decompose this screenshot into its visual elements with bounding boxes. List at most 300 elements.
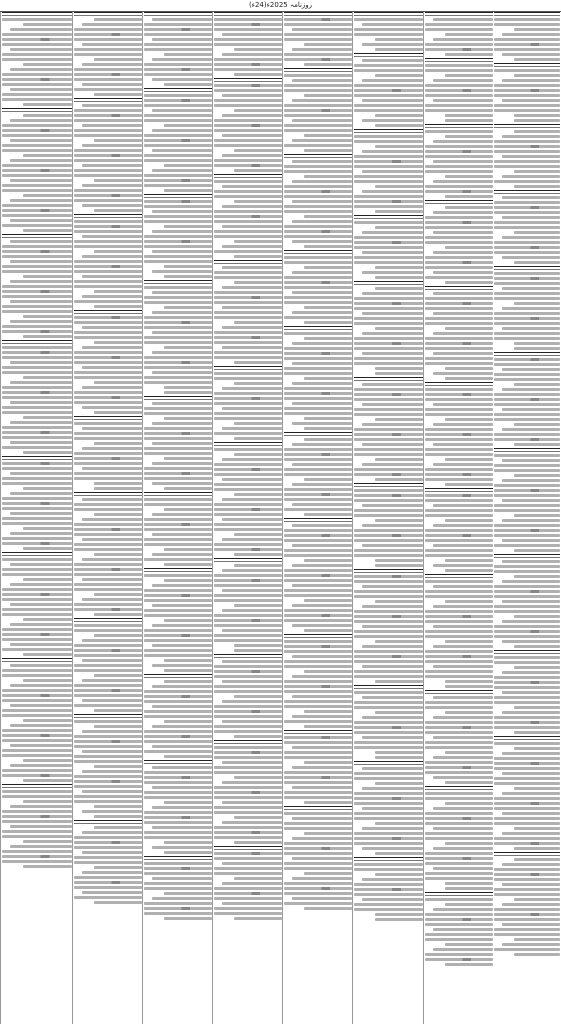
text-line xyxy=(164,417,212,420)
text-line xyxy=(425,130,493,133)
text-line xyxy=(144,907,212,910)
text-line xyxy=(144,361,212,364)
text-line xyxy=(2,754,72,757)
text-line xyxy=(10,361,72,364)
text-line xyxy=(284,453,352,456)
text-line xyxy=(74,775,142,778)
text-line xyxy=(2,608,72,611)
text-line xyxy=(214,639,282,642)
text-line xyxy=(144,205,212,208)
text-line xyxy=(284,448,352,451)
article-block xyxy=(74,416,142,490)
text-line xyxy=(164,801,212,804)
text-line xyxy=(214,89,282,92)
text-line xyxy=(494,878,560,881)
text-line xyxy=(284,124,352,127)
article-block xyxy=(494,12,560,61)
text-line xyxy=(222,114,282,117)
text-line xyxy=(82,750,142,753)
text-line xyxy=(284,332,352,335)
text-line xyxy=(144,28,212,31)
text-line xyxy=(94,305,142,308)
article-block xyxy=(425,200,493,284)
text-line xyxy=(2,648,72,651)
text-line xyxy=(375,519,423,522)
text-line xyxy=(144,452,212,455)
text-line xyxy=(152,291,212,294)
text-line xyxy=(502,79,560,82)
text-line xyxy=(292,544,352,547)
text-line xyxy=(362,292,423,295)
text-line xyxy=(425,478,493,481)
text-line xyxy=(10,199,72,202)
text-line xyxy=(144,750,212,753)
text-line xyxy=(214,144,282,147)
text-line xyxy=(354,615,423,618)
article-headline xyxy=(144,280,212,284)
text-line xyxy=(234,649,282,652)
text-line xyxy=(494,630,560,633)
text-line xyxy=(502,459,560,462)
text-line xyxy=(494,226,560,229)
text-line xyxy=(494,676,560,679)
text-line xyxy=(23,653,72,656)
text-line xyxy=(144,735,212,738)
text-line xyxy=(74,477,142,480)
text-line xyxy=(284,534,352,537)
article-block xyxy=(494,63,560,122)
text-line xyxy=(144,68,212,71)
article-headline xyxy=(2,784,72,788)
column-c1 xyxy=(493,12,561,1024)
text-line xyxy=(425,675,493,678)
article-block xyxy=(284,68,352,152)
text-line xyxy=(2,467,72,470)
text-line xyxy=(214,84,282,87)
text-line xyxy=(354,489,423,492)
text-line xyxy=(144,119,212,122)
text-line xyxy=(284,660,352,663)
text-line xyxy=(292,837,352,840)
text-line xyxy=(354,18,423,21)
column-c3 xyxy=(352,12,424,1024)
text-line xyxy=(23,618,72,621)
text-line xyxy=(2,305,72,308)
text-line xyxy=(82,144,142,147)
text-line xyxy=(494,797,560,800)
article-block xyxy=(74,214,142,308)
article-headline xyxy=(74,310,142,314)
text-line xyxy=(433,948,493,951)
text-line xyxy=(214,432,282,435)
text-line xyxy=(2,356,72,359)
text-line xyxy=(292,200,352,203)
text-line xyxy=(144,558,212,561)
text-line xyxy=(425,266,493,269)
text-line xyxy=(74,568,142,571)
text-line xyxy=(214,897,282,900)
text-line xyxy=(494,595,560,598)
text-line xyxy=(354,433,423,436)
text-line xyxy=(445,33,493,36)
text-line xyxy=(292,715,352,718)
text-line xyxy=(234,877,282,880)
text-line xyxy=(82,346,142,349)
text-line xyxy=(354,590,423,593)
text-line xyxy=(152,58,212,61)
text-line xyxy=(362,716,423,719)
text-line xyxy=(144,836,212,839)
text-line xyxy=(2,53,72,56)
article-headline xyxy=(425,124,493,128)
text-line xyxy=(214,872,282,875)
text-line xyxy=(502,943,560,946)
article-block xyxy=(425,488,493,572)
text-line xyxy=(433,443,493,446)
text-line xyxy=(494,337,560,340)
text-line xyxy=(164,189,212,192)
text-line xyxy=(502,368,560,371)
text-line xyxy=(234,695,282,698)
text-line xyxy=(23,335,72,338)
text-line xyxy=(284,862,352,865)
text-line xyxy=(94,341,142,344)
text-line xyxy=(144,407,212,410)
text-line xyxy=(445,680,493,683)
text-line xyxy=(433,372,493,375)
text-line xyxy=(494,802,560,805)
text-line xyxy=(514,706,560,709)
text-line xyxy=(354,322,423,325)
text-line xyxy=(375,852,423,855)
text-line xyxy=(2,270,72,273)
text-line xyxy=(425,322,493,325)
text-line xyxy=(2,386,72,389)
text-line xyxy=(144,43,212,46)
text-line xyxy=(74,169,142,172)
text-line xyxy=(74,240,142,243)
text-line xyxy=(354,84,423,87)
text-line xyxy=(425,302,493,305)
text-line xyxy=(222,326,282,329)
text-line xyxy=(2,396,72,399)
text-line xyxy=(494,534,560,537)
article-block xyxy=(354,857,423,921)
text-line xyxy=(152,604,212,607)
text-line xyxy=(82,447,142,450)
text-line xyxy=(222,387,282,390)
text-line xyxy=(94,674,142,677)
text-line xyxy=(152,149,212,152)
text-line xyxy=(222,660,282,663)
text-line xyxy=(144,73,212,76)
text-line xyxy=(2,855,72,858)
text-line xyxy=(284,867,352,870)
article-headline xyxy=(425,574,493,578)
text-line xyxy=(2,310,72,313)
text-line xyxy=(152,533,212,536)
text-line xyxy=(23,719,72,722)
text-line xyxy=(164,83,212,86)
text-line xyxy=(284,392,352,395)
text-line xyxy=(222,680,282,683)
text-line xyxy=(74,573,142,576)
text-line xyxy=(514,28,560,31)
text-line xyxy=(2,714,72,717)
text-line xyxy=(284,882,352,885)
text-line xyxy=(74,896,142,899)
text-line xyxy=(284,705,352,708)
text-line xyxy=(354,908,423,911)
article-headline xyxy=(494,124,560,128)
text-line xyxy=(2,820,72,823)
text-line xyxy=(164,457,212,460)
text-line xyxy=(94,18,142,21)
text-line xyxy=(354,109,423,112)
text-line xyxy=(2,144,72,147)
text-line xyxy=(292,463,352,466)
article-headline xyxy=(354,377,423,381)
text-line xyxy=(2,689,72,692)
text-line xyxy=(433,827,493,830)
text-line xyxy=(354,302,423,305)
text-line xyxy=(2,446,72,449)
text-line xyxy=(362,767,423,770)
text-line xyxy=(82,790,142,793)
text-line xyxy=(284,488,352,491)
text-line xyxy=(144,437,212,440)
article-block xyxy=(354,569,423,683)
article-headline xyxy=(214,174,282,178)
text-line xyxy=(2,129,72,132)
article-headline xyxy=(494,650,560,654)
text-line xyxy=(494,822,560,825)
text-line xyxy=(144,690,212,693)
text-line xyxy=(502,539,560,542)
text-line xyxy=(94,93,142,96)
text-line xyxy=(10,764,72,767)
text-line xyxy=(284,261,352,264)
text-line xyxy=(494,89,560,92)
text-line xyxy=(445,559,493,562)
text-line xyxy=(164,265,212,268)
text-line xyxy=(144,104,212,107)
text-line xyxy=(82,770,142,773)
text-line xyxy=(514,474,560,477)
text-line xyxy=(2,694,72,697)
text-line xyxy=(445,519,493,522)
text-line xyxy=(23,679,72,682)
text-line xyxy=(284,791,352,794)
text-line xyxy=(222,134,282,137)
text-line xyxy=(214,38,282,41)
text-line xyxy=(494,625,560,628)
text-line xyxy=(433,180,493,183)
text-line xyxy=(494,686,560,689)
text-line xyxy=(354,69,423,72)
text-line xyxy=(214,164,282,167)
text-line xyxy=(425,615,493,618)
text-line xyxy=(2,18,72,21)
text-line xyxy=(10,28,72,31)
text-line xyxy=(10,532,72,535)
text-line xyxy=(2,371,72,374)
text-line xyxy=(284,210,352,213)
text-line xyxy=(354,792,423,795)
article-headline xyxy=(214,366,282,370)
text-line xyxy=(234,493,282,496)
text-line xyxy=(494,610,560,613)
text-line xyxy=(494,928,560,931)
text-line xyxy=(2,517,72,520)
text-line xyxy=(214,599,282,602)
text-line xyxy=(494,43,560,46)
text-line xyxy=(362,787,423,790)
text-line xyxy=(354,357,423,360)
text-line xyxy=(304,94,352,97)
text-line xyxy=(354,620,423,623)
text-line xyxy=(152,331,212,334)
text-line xyxy=(292,28,352,31)
text-line xyxy=(514,302,560,305)
text-line xyxy=(23,547,72,550)
text-line xyxy=(354,675,423,678)
text-line xyxy=(362,463,423,466)
text-line xyxy=(234,437,282,440)
text-line xyxy=(144,498,212,501)
text-line xyxy=(425,877,493,880)
text-line xyxy=(494,438,560,441)
text-line xyxy=(222,569,282,572)
text-line xyxy=(494,322,560,325)
text-line xyxy=(494,150,560,153)
text-line xyxy=(354,135,423,138)
text-line xyxy=(2,124,72,127)
text-line xyxy=(234,564,282,567)
text-line xyxy=(284,690,352,693)
text-line xyxy=(375,185,423,188)
article-headline xyxy=(494,352,560,356)
article-headline xyxy=(494,12,560,16)
text-line xyxy=(494,48,560,51)
text-line xyxy=(2,209,72,212)
text-line xyxy=(214,129,282,132)
text-line xyxy=(144,518,212,521)
text-line xyxy=(234,917,282,920)
text-line xyxy=(502,327,560,330)
text-line xyxy=(74,735,142,738)
article-headline xyxy=(354,761,423,765)
text-line xyxy=(502,863,560,866)
text-line xyxy=(23,275,72,278)
text-line xyxy=(362,878,423,881)
text-line xyxy=(494,277,560,280)
article-block xyxy=(2,658,72,782)
text-line xyxy=(82,871,142,874)
text-line xyxy=(425,529,493,532)
text-line xyxy=(514,953,560,956)
text-line xyxy=(222,427,282,430)
text-line xyxy=(74,684,142,687)
text-line xyxy=(214,159,282,162)
text-line xyxy=(94,553,142,556)
text-line xyxy=(433,18,493,21)
text-line xyxy=(304,725,352,728)
text-line xyxy=(354,772,423,775)
text-line xyxy=(82,518,142,521)
text-line xyxy=(214,887,282,890)
text-line xyxy=(74,391,142,394)
text-line xyxy=(284,554,352,557)
text-line xyxy=(2,174,72,177)
text-line xyxy=(494,403,560,406)
text-line xyxy=(425,595,493,598)
text-line xyxy=(445,903,493,906)
text-line xyxy=(144,715,212,718)
text-line xyxy=(304,417,352,420)
text-line xyxy=(284,700,352,703)
text-line xyxy=(354,701,423,704)
text-line xyxy=(433,99,493,102)
text-line xyxy=(74,704,142,707)
text-line xyxy=(494,84,560,87)
text-line xyxy=(74,280,142,283)
text-line xyxy=(144,781,212,784)
text-line xyxy=(425,433,493,436)
text-line xyxy=(144,614,212,617)
text-line xyxy=(2,43,72,46)
text-line xyxy=(354,837,423,840)
text-line xyxy=(425,468,493,471)
text-line xyxy=(494,873,560,876)
text-line xyxy=(74,785,142,788)
text-line xyxy=(354,89,423,92)
text-line xyxy=(494,104,560,107)
article-headline xyxy=(144,856,212,860)
text-line xyxy=(514,575,560,578)
text-line xyxy=(292,857,352,860)
text-line xyxy=(152,351,212,354)
text-line xyxy=(144,503,212,506)
text-line xyxy=(425,832,493,835)
text-line xyxy=(494,373,560,376)
text-line xyxy=(234,321,282,324)
text-line xyxy=(284,468,352,471)
text-line xyxy=(354,630,423,633)
text-line xyxy=(445,887,493,890)
text-line xyxy=(222,185,282,188)
text-line xyxy=(23,229,72,232)
text-line xyxy=(425,398,493,401)
text-line xyxy=(214,18,282,21)
text-line xyxy=(2,58,72,61)
text-line xyxy=(74,780,142,783)
text-line xyxy=(10,472,72,475)
article-block xyxy=(2,784,72,868)
text-line xyxy=(284,407,352,410)
text-line xyxy=(222,154,282,157)
text-line xyxy=(494,418,560,421)
text-line xyxy=(284,89,352,92)
article-headline xyxy=(284,634,352,638)
text-line xyxy=(222,33,282,36)
text-line xyxy=(2,568,72,571)
text-line xyxy=(234,361,282,364)
text-line xyxy=(2,739,72,742)
text-line xyxy=(354,650,423,653)
text-line xyxy=(354,575,423,578)
text-line xyxy=(214,473,282,476)
